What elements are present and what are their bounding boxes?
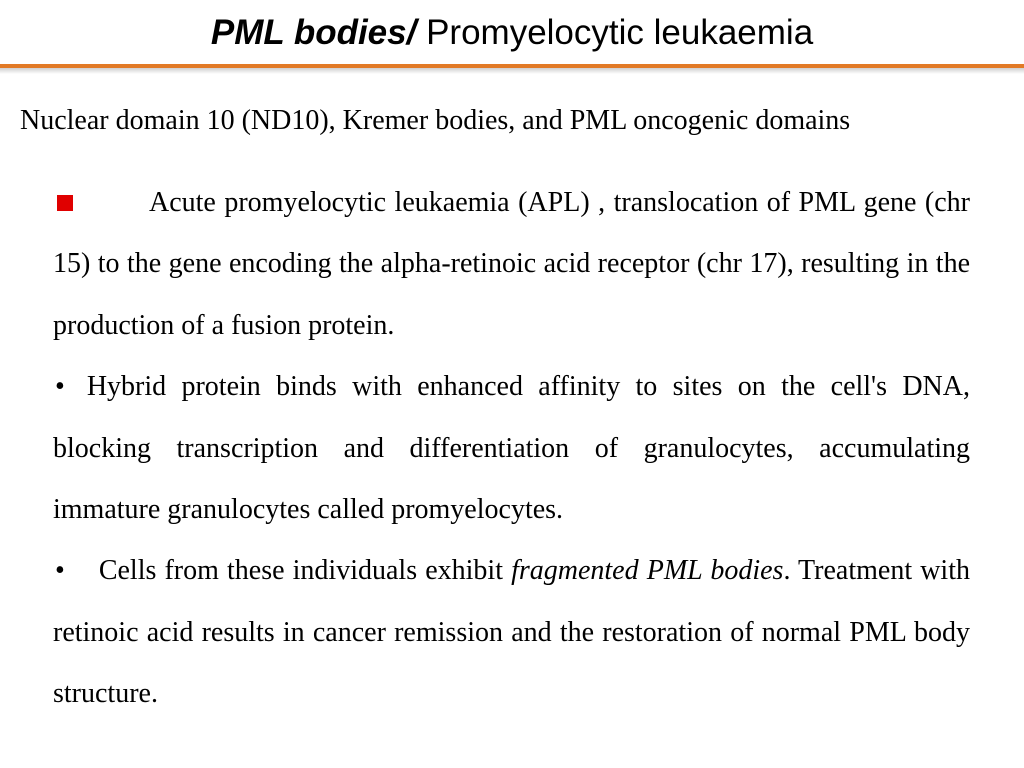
dot-bullet-icon: • — [55, 371, 65, 403]
bullet-text-hybrid-protein: Hybrid protein binds with enhanced affinity to sites on the cell's DNA, blocking transcription and differentiation of granulocytes, accumulating immature granulocytes called promyelocytes. — [53, 371, 970, 526]
slide-title — [0, 10, 1024, 56]
bullet-list — [53, 172, 970, 725]
bullet-text-fragmented-italic: fragmented PML bodies — [511, 555, 784, 587]
title-bold-part: PML bodies/ — [210, 13, 417, 52]
bullet-text-fragmented-end: . Treatment with retinoic acid results in cancer remission and the restoration of normal PML body structure. — [53, 555, 970, 710]
dot-bullet-icon: • — [55, 555, 65, 587]
bullet-text-fragmented-start: Cells from these individuals exhibit — [98, 555, 512, 587]
square-bullet-icon — [57, 195, 73, 211]
subtitle: Nuclear domain 10 (ND10), Kremer bodies, and PML oncogenic domains — [20, 105, 851, 136]
bullet-item-hybrid-protein — [53, 356, 970, 540]
bullet-item-fragmented-bodies — [53, 540, 970, 724]
title-divider-shadow — [0, 68, 1024, 74]
title-regular-part: Promyelocytic leukaemia — [416, 13, 814, 52]
bullet-text-apl: Acute promyelocytic leukaemia (APL) , translocation of PML gene (chr 15) to the gene encoding the alpha-retinoic acid receptor (chr 17), resulting in the production of a fusion protein. — [53, 187, 970, 341]
bullet-item-apl — [53, 172, 970, 356]
